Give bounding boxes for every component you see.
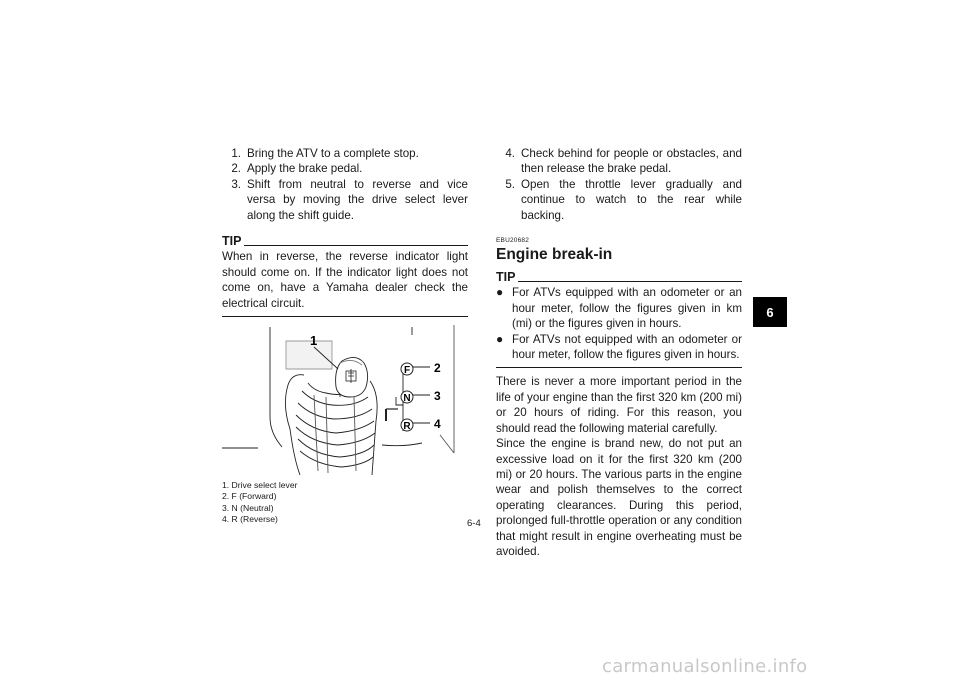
gate-label-f: F	[403, 365, 411, 377]
tip-heading	[496, 270, 742, 285]
body-paragraph: Since the engine is brand new, do not put an excessive load on it for the first 320 km (200 mi) or 20 hours. The various parts in the engine wear and polish themselves to the correct operating clearances. During this period, prolonged full-throttle operation or any condition that might result in engine overheating must be avoided.	[496, 437, 742, 558]
legend-item: 4. R (Reverse)	[222, 513, 278, 524]
chapter-tab: 6	[753, 297, 787, 327]
body-paragraph: There is never a more important period in the life of your engine than the first 320 km (200 mi) or 20 hours of riding. For this reason, you should read the following material carefully.	[496, 375, 742, 435]
gate-label-n: N	[403, 393, 411, 405]
tip-bullet: ● For ATVs equipped with an odometer or an hour meter, follow the figures given in km (mi) or the figures given in hours.	[496, 285, 742, 331]
step-item: 1. Bring the ATV to a complete stop.	[231, 147, 419, 160]
bullet-icon: ●	[496, 285, 504, 300]
callout-1: 1	[310, 333, 318, 349]
tip-text: When in reverse, the reverse indicator light should come on. If the indicator light does not come on, have a Yamaha dealer check the electrical circuit.	[222, 249, 468, 317]
callout-2: 2	[434, 361, 441, 376]
step-item: 2. Apply the brake pedal.	[231, 162, 363, 176]
watermark: carmanualsonline.info	[602, 656, 808, 677]
left-step-list	[222, 146, 468, 223]
tip-heading	[222, 234, 468, 249]
legend-item: 1. Drive select lever	[222, 480, 298, 491]
step-item: 5. Open the throttle lever gradually and continue to watch to the rear while backing.	[505, 177, 742, 222]
section-code: EBU20682	[496, 237, 530, 245]
tip-bullet-list	[496, 285, 742, 368]
bullet-icon: ●	[496, 331, 504, 346]
callout-4: 4	[434, 417, 441, 432]
step-item: 3. Shift from neutral to reverse and vice versa by moving the drive select lever along the shift guide.	[231, 177, 468, 222]
page-number: 6-4	[467, 518, 481, 529]
tip-label: TIP	[496, 270, 516, 285]
drive-select-lever-figure	[222, 325, 468, 478]
tip-rule	[244, 245, 468, 246]
figure-legend	[222, 480, 468, 525]
tip-label: TIP	[222, 234, 242, 249]
section-heading: Engine break-in	[496, 246, 613, 264]
right-column	[496, 146, 742, 559]
legend-item: 3. N (Neutral)	[222, 502, 274, 513]
tip-bullet: ● For ATVs not equipped with an odometer or hour meter, follow the figures given in hours.	[496, 331, 742, 362]
tip-rule	[518, 281, 742, 282]
right-step-list	[496, 146, 742, 223]
left-column	[222, 146, 468, 525]
legend-item: 2. F (Forward)	[222, 491, 277, 502]
callout-3: 3	[434, 389, 441, 404]
gate-label-r: R	[403, 421, 411, 433]
lever-illustration	[222, 325, 468, 478]
step-item: 4. Check behind for people or obstacles, and then release the brake pedal.	[505, 147, 742, 176]
